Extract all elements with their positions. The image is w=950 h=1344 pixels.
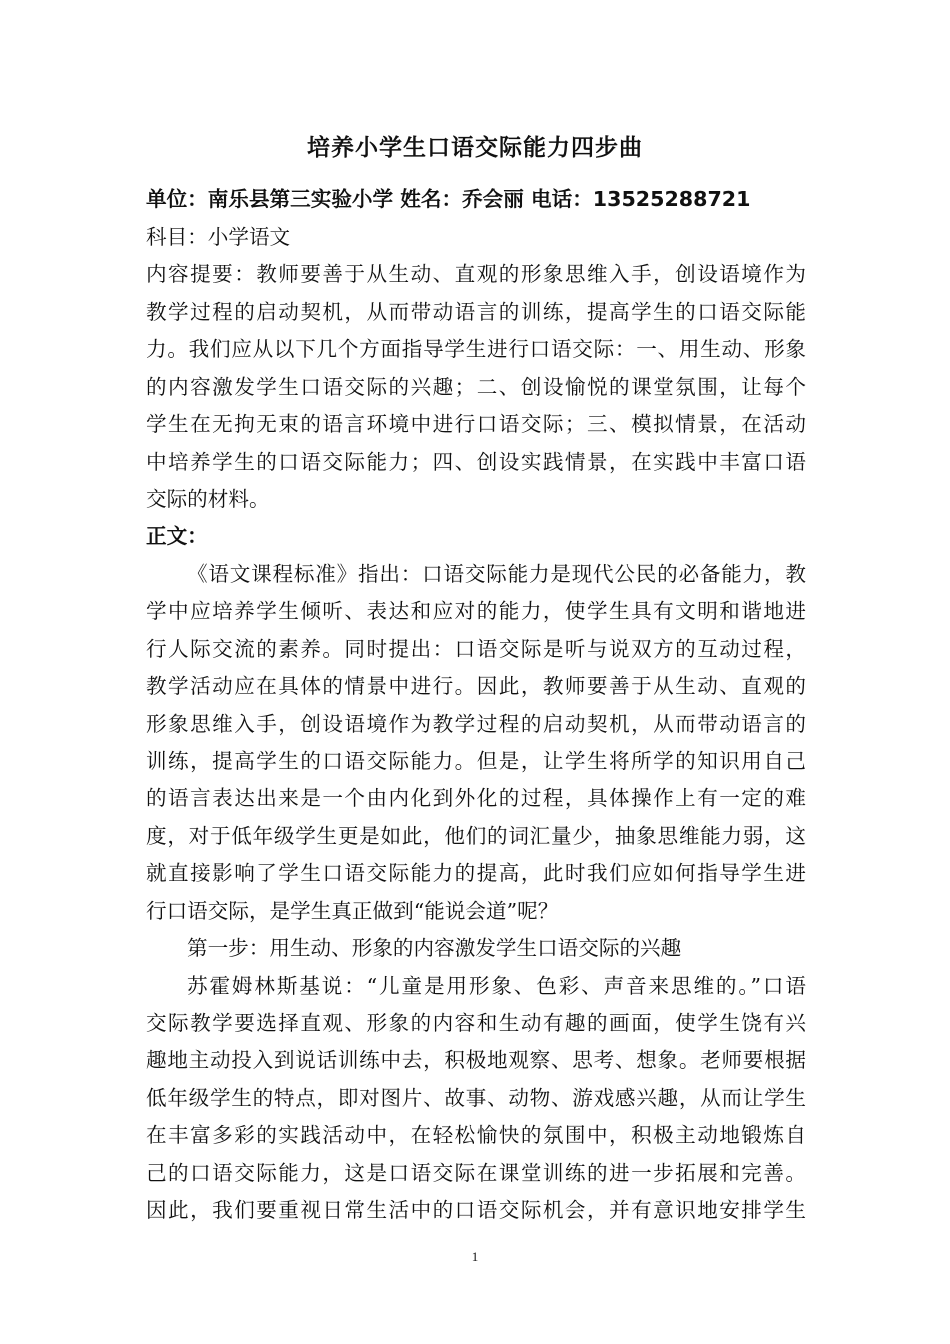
page-number: 1 xyxy=(471,1249,479,1264)
body-heading: 正文： xyxy=(146,524,208,548)
subject-line: 科目：小学语文 xyxy=(146,225,291,249)
paragraph-line: 己的口语交际能力，这是口语交际在课堂训练的进一步拓展和完善。 xyxy=(146,1161,806,1185)
paragraph-line: 度，对于低年级学生更是如此，他们的词汇量少，抽象思维能力弱，这 xyxy=(146,824,806,848)
paragraph-line: 行人际交流的素养。同时提出：口语交际是听与说双方的互动过程， xyxy=(146,637,806,661)
abstract-line: 力。我们应从以下几个方面指导学生进行口语交际：一、用生动、形象 xyxy=(146,337,806,361)
paragraph-line: 低年级学生的特点，即对图片、故事、动物、游戏感兴趣，从而让学生 xyxy=(146,1086,806,1110)
author-info-line: 单位：南乐县第三实验小学 姓名：乔会丽 电话：13525288721 xyxy=(146,187,751,211)
abstract-line: 学生在无拘无束的语言环境中进行口语交际；三、模拟情景，在活动 xyxy=(146,412,806,436)
paragraph-line: 行口语交际，是学生真正做到“能说会道”呢？ xyxy=(146,899,559,923)
paragraph-line: 训练，提高学生的口语交际能力。但是，让学生将所学的知识用自己 xyxy=(146,749,806,773)
abstract-line: 的内容激发学生口语交际的兴趣；二、创设愉悦的课堂氛围，让每个 xyxy=(146,375,806,399)
paragraph-line: 教学活动应在具体的情景中进行。因此，教师要善于从生动、直观的 xyxy=(146,674,806,698)
paragraph-line: 苏霍姆林斯基说：“儿童是用形象、色彩、声音来思维的。”口语 xyxy=(187,974,806,998)
paragraph-line: 交际教学要选择直观、形象的内容和生动有趣的画面，使学生饶有兴 xyxy=(146,1011,806,1035)
paragraph-line: 趣地主动投入到说话训练中去，积极地观察、思考、想象。老师要根据 xyxy=(146,1048,806,1072)
abstract-line: 交际的材料。 xyxy=(146,487,270,511)
paragraph-line: 就直接影响了学生口语交际能力的提高，此时我们应如何指导学生进 xyxy=(146,861,806,885)
paragraph-line: 的语言表达出来是一个由内化到外化的过程，具体操作上有一定的难 xyxy=(146,786,806,810)
document-title: 培养小学生口语交际能力四步曲 xyxy=(307,135,643,161)
paragraph-line: 《语文课程标准》指出：口语交际能力是现代公民的必备能力，教 xyxy=(187,562,806,586)
paragraph-line: 在丰富多彩的实践活动中，在轻松愉快的氛围中，积极主动地锻炼自 xyxy=(146,1123,806,1147)
paragraph-line: 形象思维入手，创设语境作为教学过程的启动契机，从而带动语言的 xyxy=(146,712,806,736)
step1-heading: 第一步：用生动、形象的内容激发学生口语交际的兴趣 xyxy=(187,936,682,960)
paragraph-line: 学中应培养学生倾听、表达和应对的能力，使学生具有文明和谐地进 xyxy=(146,599,806,623)
abstract-line: 中培养学生的口语交际能力；四、创设实践情景，在实践中丰富口语 xyxy=(146,450,806,474)
abstract-line: 内容提要：教师要善于从生动、直观的形象思维入手，创设语境作为 xyxy=(146,262,806,286)
abstract-line: 教学过程的启动契机，从而带动语言的训练，提高学生的口语交际能 xyxy=(146,300,806,324)
paragraph-line: 因此，我们要重视日常生活中的口语交际机会，并有意识地安排学生 xyxy=(146,1198,806,1222)
